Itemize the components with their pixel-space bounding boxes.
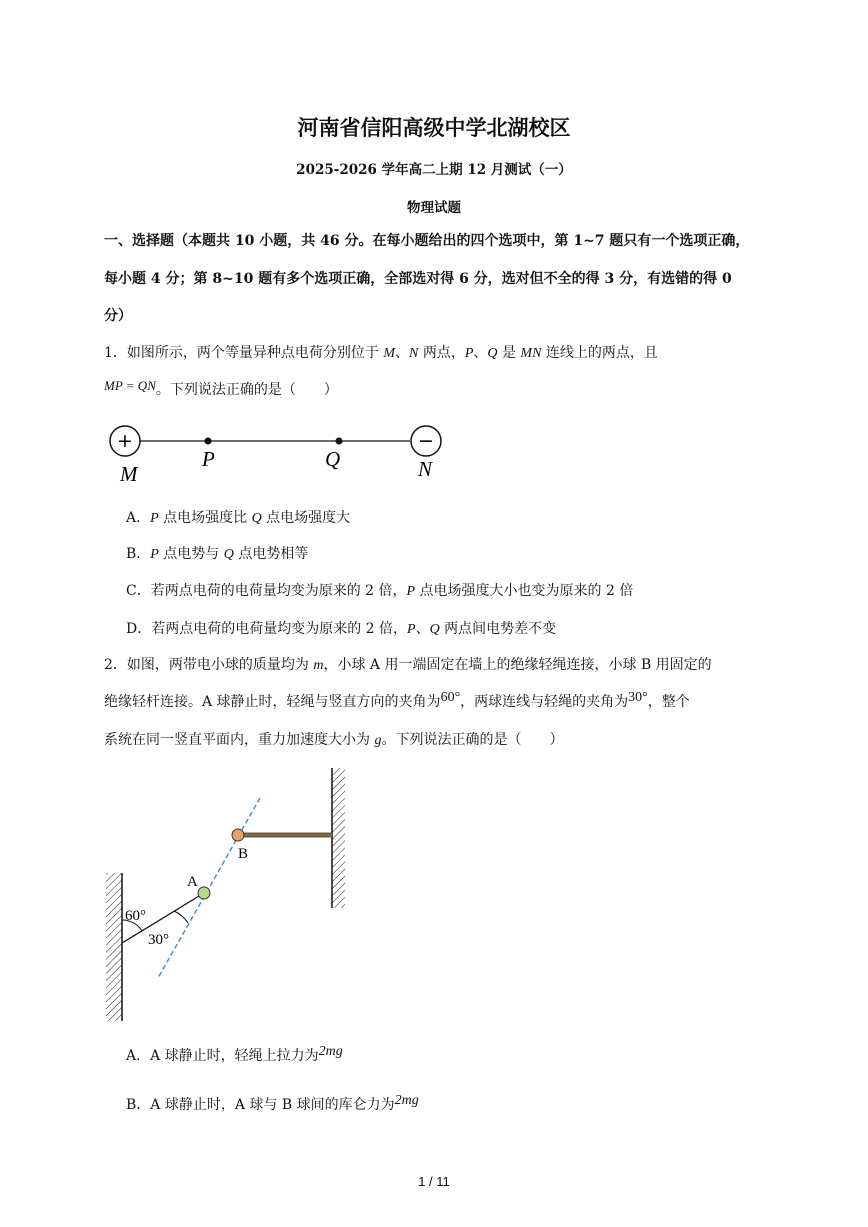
q2-text: ，两球连线与轻绳的夹角为 [460,694,629,710]
label-B: B [238,846,249,862]
option-text: A．A 球静止时，轻绳上拉力为 [126,1048,319,1064]
option-text: 点电场强度大小也变为原来的 2 倍 [415,583,634,599]
var: Q [251,511,262,526]
label-N: N [418,457,433,481]
q1-option-d [126,619,556,640]
point-P [205,438,212,445]
page-number: 1 / 11 [418,1174,450,1189]
q1-condition-math: MP = QN [104,378,156,393]
label-Q: Q [325,447,341,471]
q1-sep: 、 [473,345,488,361]
ball-b [232,829,244,841]
angle-arc-30 [174,911,188,923]
option-label: D．若两点电荷的电荷量均变为原来的 2 倍， [126,621,408,637]
section-instruction-line-3: 分） [104,308,132,324]
ball-a [198,887,210,899]
q1-text: 1．如图所示，两个等量异种点电荷分别位于 [104,345,384,361]
q2-option-b [126,1095,419,1116]
option-text: 点电势相等 [233,546,309,562]
ab-connecting-line [158,798,260,978]
q1-text: 两点， [418,345,465,361]
q2-stem-line-2 [104,692,690,713]
option-text: 点电场强度比 [158,510,252,526]
q2-var-m: m [313,658,324,673]
q1-option-a [126,508,350,529]
label-A: A [187,874,198,890]
q1-sep: 、 [395,345,410,361]
exam-subtitle: 2025-2026 学年高二上期 12 月测试（一） [296,162,572,178]
insulating-rod [244,833,332,837]
q2-text: 2．如图，两带电小球的质量均为 [104,657,314,673]
q1-var-M: M [383,346,396,361]
var: P [150,547,159,562]
subject-title: 物理试题 [407,200,461,216]
q1-stem [104,343,658,364]
q2-a-value: 2mg [318,1044,343,1059]
var: P [406,584,416,599]
label-M: M [120,462,138,486]
q2-var-g: g [374,733,382,748]
option-text: 点电势与 [158,546,224,562]
q1-option-c [126,581,633,602]
sep: 、 [415,621,430,637]
left-wall-hatch [106,873,122,1021]
right-wall-hatch [332,768,345,908]
q1-var-P: P [464,346,474,361]
q1-text: 连线上的两点，且 [541,345,658,361]
option-label: A． [126,510,151,526]
option-text: 点电场强度大 [261,510,351,526]
q2-diagram [100,760,360,1030]
label-60-deg: 60° [125,908,146,924]
q2-text: ，整个 [647,694,690,710]
minus-sign: − [418,430,434,452]
q2-option-a [126,1046,343,1067]
section-instruction-line-2: 每小题 4 分；第 8~10 题有多个选项正确，全部选对得 6 分，选对但不全的得 3 分，有选错的得 0 [104,271,732,287]
label-30-deg: 30° [148,932,169,948]
q2-text: ，小球 A 用一端固定在墙上的绝缘轻绳连接，小球 B 用固定的 [323,657,712,673]
q1-text: 是 [497,345,521,361]
q1-option-b [126,544,308,565]
page-title: 河南省信阳高级中学北湖校区 [297,115,571,140]
q1-var-N: N [409,346,419,361]
var: P [150,511,159,526]
var: P [407,622,416,637]
label-P: P [202,447,215,471]
q2-stem-line-3 [104,730,563,751]
q2-angle-30: 30° [628,690,648,705]
plus-sign: + [117,430,133,452]
q1-var-MN: MN [520,346,542,361]
option-text: B．A 球静止时，A 球与 B 球间的库仑力为 [126,1097,395,1113]
var: Q [429,622,440,637]
q2-angle-60: 60° [440,690,461,705]
q2-b-value: 2mg [394,1093,419,1108]
q2-text: 绝缘轻杆连接。A 球静止时，轻绳与竖直方向的夹角为 [104,694,441,710]
q2-text: 。下列说法正确的是（ ） [381,732,564,748]
q1-condition [104,380,338,400]
q1-var-Q: Q [487,346,498,361]
q2-text: 系统在同一竖直平面内，重力加速度大小为 [104,732,375,748]
var: Q [223,547,234,562]
q1-condition-text: 。下列说法正确的是（ ） [155,382,338,398]
option-label: B． [126,546,151,562]
option-label: C．若两点电荷的电荷量均变为原来的 2 倍， [126,583,407,599]
section-instruction-line-1: 一、选择题（本题共 10 小题，共 46 分。在每小题给出的四个选项中，第 1~7 题只有一个选项正确， [104,233,750,249]
q2-stem-line-1 [104,655,712,676]
q1-charge-diagram [100,420,460,490]
point-Q [336,438,343,445]
option-text: 两点间电势差不变 [439,621,557,637]
